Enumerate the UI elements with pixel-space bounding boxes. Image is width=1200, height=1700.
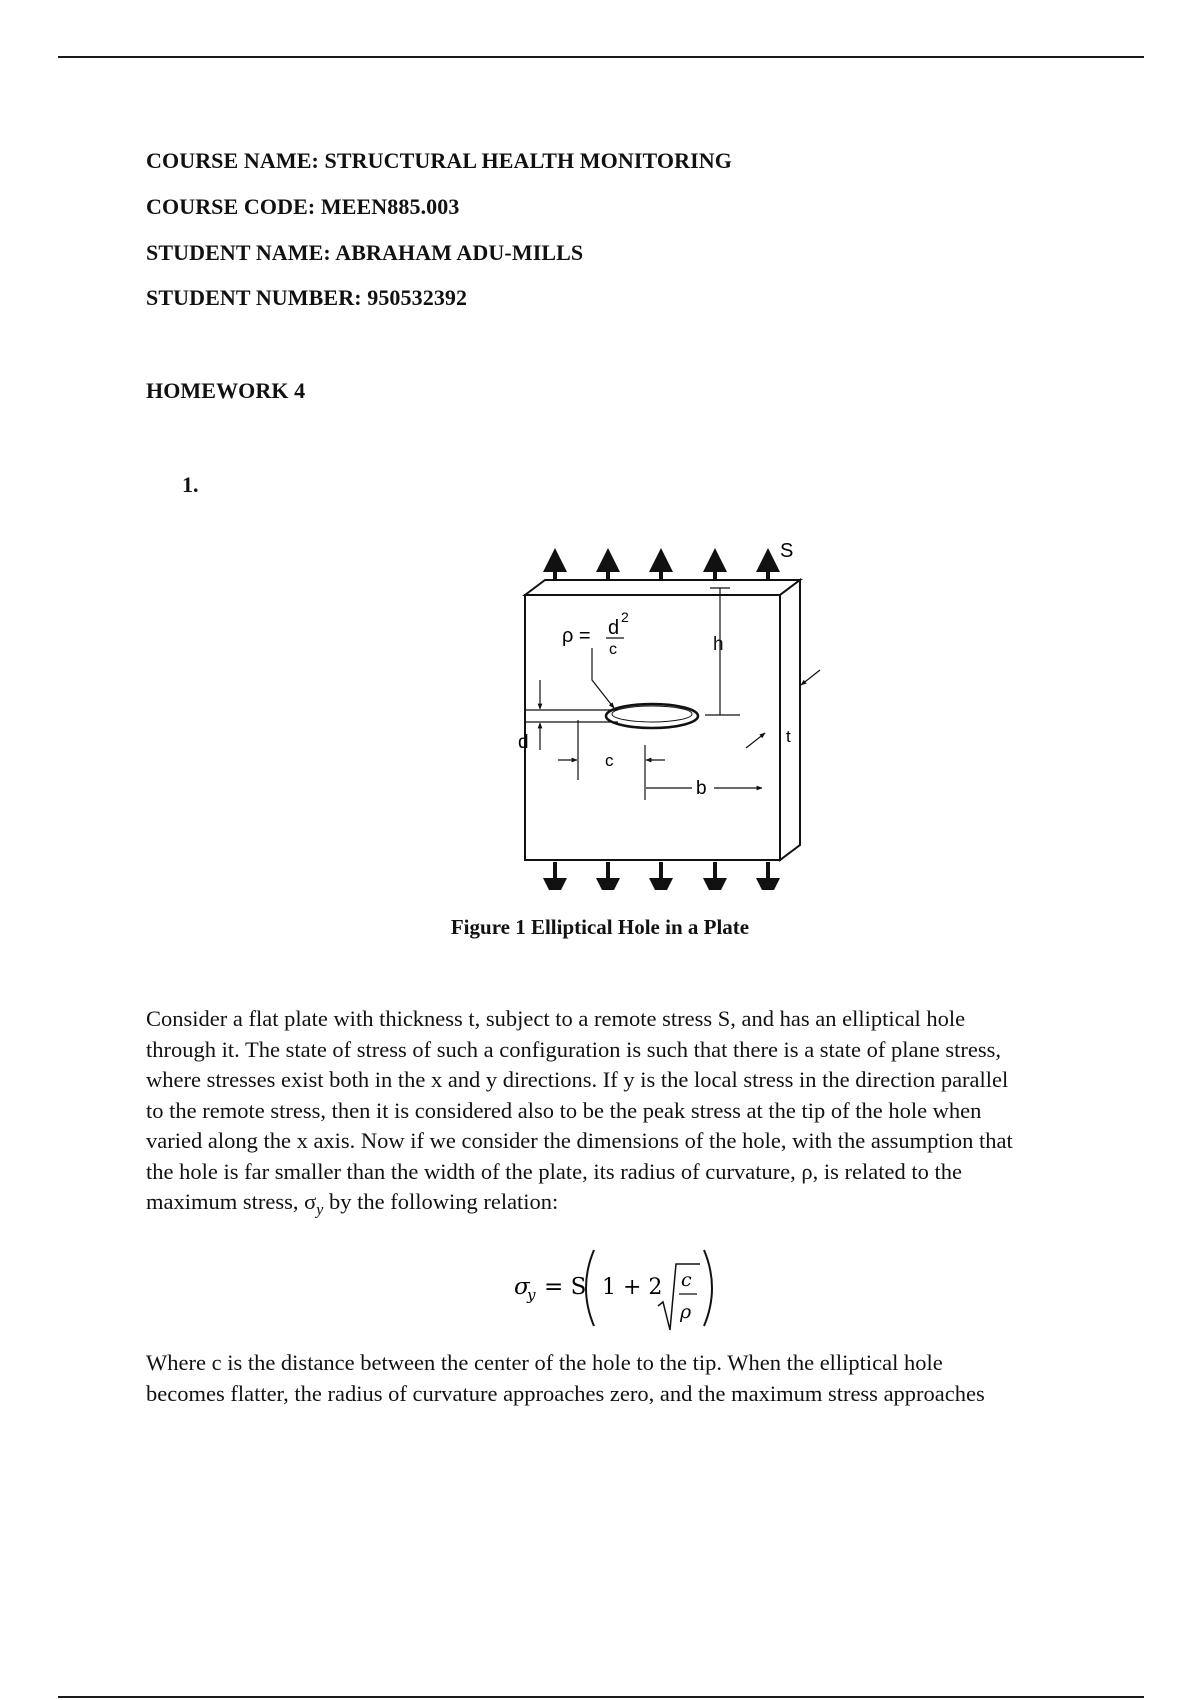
top-rule — [58, 56, 1144, 58]
paragraph-1: Consider a flat plate with thickness t, subject to a remote stress S, and has an elliptical hole through it. The state of stress of such a configuration is such that there is a state of plane stress, where stresses exist both in the x and y directions. If y is the local stress in the direction parallel to the remote stress, then it is considered also to be the peak stress at the tip of the hole when varied along the x axis. Now if we consider the dimensions of the hole, with the assumption that the hole is far smaller than the width of the plate, its radius of curvature, ρ, is related to the maximum stress, $\sigma_y$ by the following relation: — [146, 1006, 1013, 1219]
question-number: 1. — [182, 472, 199, 497]
student-name: STUDENT NAME: ABRAHAM ADU-MILLS — [146, 240, 584, 265]
rho-exponent: 2 — [621, 609, 629, 625]
rho-denominator: c — [609, 641, 617, 658]
rho-numerator: d — [608, 617, 620, 639]
svg-text:1 + 2: 1 + 2 — [602, 1275, 663, 1300]
figure-caption: Figure 1 Elliptical Hole in a Plate — [450, 915, 750, 939]
plate-figure — [500, 530, 860, 890]
c-label: c — [605, 751, 614, 770]
svg-text:c: c — [681, 1269, 692, 1291]
svg-text:σ: σ — [514, 1274, 530, 1300]
bottom-stress-arrows — [555, 862, 768, 890]
d-label: d — [518, 732, 529, 753]
plate-top-face — [525, 580, 800, 595]
h-label: h — [713, 634, 724, 655]
stress-equation — [500, 1236, 740, 1336]
plate-side-face — [780, 580, 800, 860]
svg-text:= S: = S — [544, 1274, 587, 1300]
svg-text:ρ: ρ — [680, 1301, 692, 1323]
svg-text:y: y — [527, 1286, 536, 1304]
course-code: COURSE CODE: MEEN885.003 — [146, 194, 460, 219]
student-number: STUDENT NUMBER: 950532392 — [146, 285, 468, 310]
bottom-rule — [58, 1696, 1144, 1698]
t-label: t — [786, 727, 791, 746]
b-label: b — [696, 778, 707, 799]
paragraph-2: Where c is the distance between the center of the hole to the tip. When the elliptical hole becomes flatter, the radius of curvature approaches zero, and the maximum stress approaches — [146, 1350, 985, 1406]
stress-label: S — [780, 540, 794, 562]
homework-title: HOMEWORK 4 — [146, 378, 306, 403]
course-name: COURSE NAME: STRUCTURAL HEALTH MONITORING — [146, 148, 732, 173]
rho-label: ρ = — [562, 625, 591, 647]
elliptical-hole — [606, 704, 698, 728]
